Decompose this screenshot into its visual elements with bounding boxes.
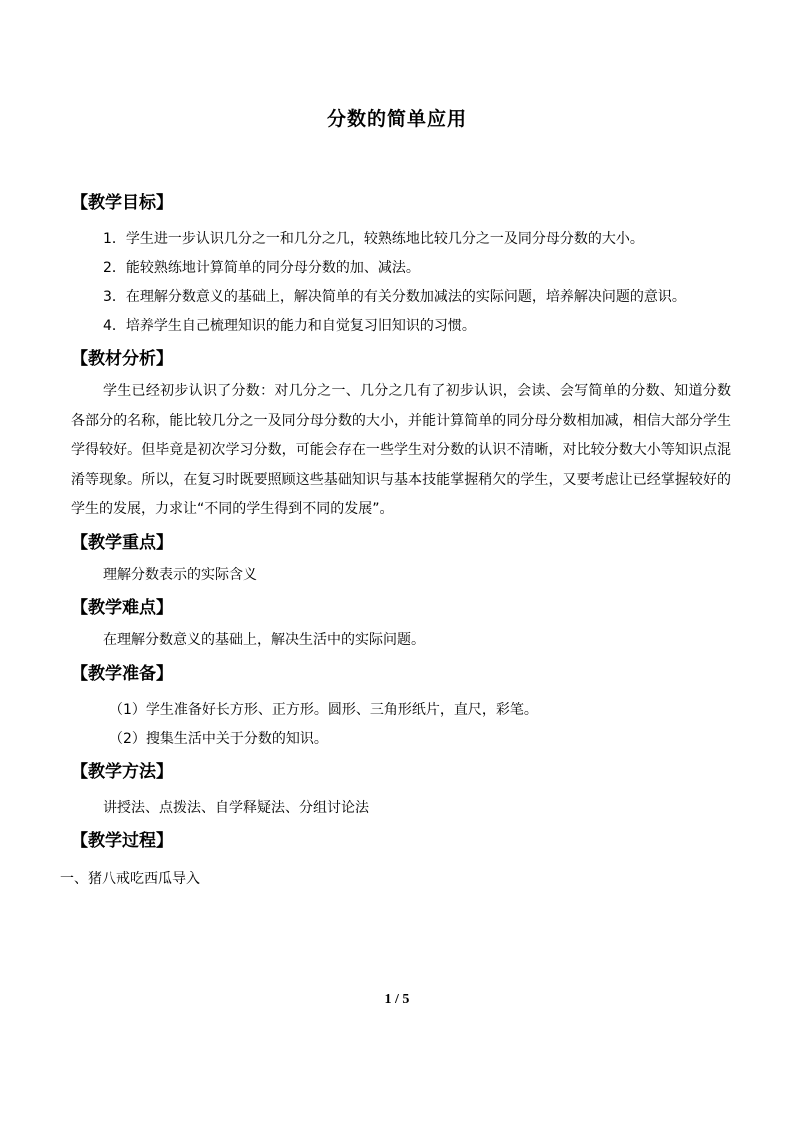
- objective-item-1: 1．学生进一步认识几分之一和几分之几，较熟练地比较几分之一及同分母分数的大小。: [103, 231, 644, 247]
- section-heading-analysis: 【教材分析】: [71, 349, 173, 369]
- key-points-text: 理解分数表示的实际含义: [103, 566, 257, 583]
- difficulties-text: 在理解分数意义的基础上，解决生活中的实际问题。: [103, 632, 425, 648]
- section-heading-key-points: 【教学重点】: [71, 532, 173, 553]
- process-step-1: 一、猪八戒吃西瓜导入: [60, 871, 200, 887]
- objective-item-4: 4．培养学生自己梳理知识的能力和自觉复习旧知识的习惯。: [103, 318, 476, 334]
- section-heading-preparation: 【教学准备】: [71, 663, 173, 684]
- section-heading-methods: 【教学方法】: [71, 761, 173, 782]
- section-heading-objectives: 【教学目标】: [71, 193, 173, 213]
- document-body: [60, 185, 731, 894]
- page-number: 1 / 5: [384, 992, 410, 1007]
- section-heading-difficulties: 【教学难点】: [71, 598, 173, 618]
- document-title: 分数的简单应用: [326, 108, 467, 130]
- preparation-item-2: （2）搜集生活中关于分数的知识。: [109, 730, 328, 747]
- methods-text: 讲授法、点拨法、自学释疑法、分组讨论法: [103, 799, 369, 816]
- objective-item-2: 2．能较熟练地计算简单的同分母分数的加、减法。: [103, 260, 420, 276]
- objective-item-3: 3．在理解分数意义的基础上，解决简单的有关分数加减法的实际问题，培养解决问题的意识。: [103, 289, 686, 305]
- analysis-paragraph: 学生已经初步认识了分数：对几分之一、几分之几有了初步认识，会读、会写简单的分数、知道分数各部分的名称，能比较几分之一及同分母分数的大小，并能计算简单的同分母分数相加减，相信大部分学生学得较好。但毕竟是初次学习分数，可能会存在一些学生对分数的认识不清晰，对比较分数大小等知识点混淆等现象。所以，在复习时既要照顾这些基础知识与基本技能掌握稍欠的学生，又要考虑让已经掌握较好的学生的发展，力求让“不同的学生得到不同的发展”。: [71, 383, 731, 517]
- section-heading-process: 【教学过程】: [71, 831, 173, 851]
- preparation-item-1: （1）学生准备好长方形、正方形。圆形、三角形纸片，直尺，彩笔。: [109, 701, 538, 718]
